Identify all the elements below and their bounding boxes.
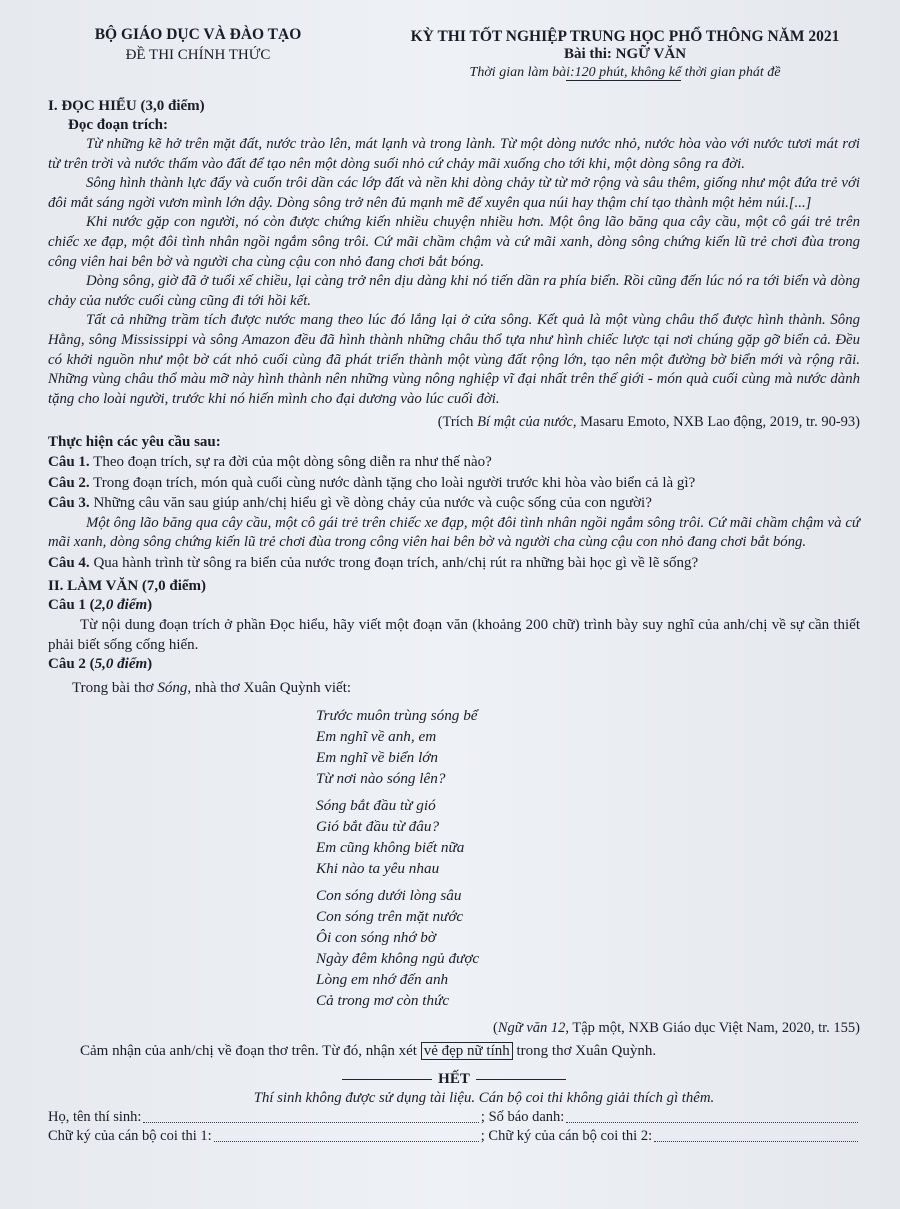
poem-line: Trước muôn trùng sóng bể	[316, 706, 478, 724]
part2-heading: II. LÀM VĂN (7,0 điểm)	[48, 577, 207, 594]
supervisor-2-signature-field[interactable]	[654, 1127, 858, 1142]
official-label: ĐỀ THI CHÍNH THỨC	[125, 47, 271, 63]
subject-label: Bài thi: NGỮ VĂN	[563, 46, 687, 62]
exam-title: KỲ THI TỐT NGHIỆP TRUNG HỌC PHỔ THÔNG NĂM 2021	[410, 28, 840, 45]
part1-heading: I. ĐỌC HIỂU (3,0 điểm)	[48, 98, 205, 114]
passage-paragraph: Khi nước gặp con người, nó còn được chứng kiến nhiều chuyện nhiều hơn. Một ông lão băng qua cây cầu, một cô gái trẻ trên chiếc xe đạp, một đôi tình nhân ngồi ngắm sông trôi. Cứ mãi chầm chậm và cứ mãi xanh, dòng sông chứng kiến lũ trẻ chơi đùa trong công viên hai bên bờ và người cha cùng cậu con nhỏ đang chơi bắt bóng.	[48, 214, 860, 270]
essay-question-1-text: Từ nội dung đoạn trích ở phần Đọc hiểu, hãy viết một đoạn văn (khoảng 200 chữ) trình bày suy nghĩ của anh/chị về sự cần thiết phải biết sống cống hiến.	[48, 616, 860, 653]
header-left	[48, 18, 348, 64]
passage-citation: (Trích Bí mật của nước, Masaru Emoto, NXB Lao động, 2019, tr. 90-93)	[437, 414, 860, 431]
question-2: Câu 2. Trong đoạn trích, món quà cuối cùng nước dành tặng cho loài người trước khi hòa vào biển cả là gì?	[48, 474, 696, 491]
candidate-name-field[interactable]	[143, 1108, 478, 1123]
poem-line: Ôi con sóng nhớ bờ	[316, 928, 436, 946]
question-3-quote: Một ông lão băng qua cây cầu, một cô gái trẻ trên chiếc xe đạp, một đôi tình nhân ngồi ngắm sông trôi. Cứ mãi chầm chậm và cứ mãi xanh, dòng sông chứng kiến lũ trẻ chơi đùa trong công viên hai bên bờ và người cha cùng cậu con nhỏ đang chơi bắt bóng.	[48, 514, 860, 551]
poem-line: Con sóng trên mặt nước	[316, 907, 464, 925]
exam-note: Thí sinh không được sử dụng tài liệu. Cán bộ coi thi không giải thích gì thêm.	[253, 1089, 715, 1106]
passage-paragraph: Từ những kẽ hở trên mặt đất, nước trào lên, mát lạnh và trong lành. Từ một dòng nước nhỏ, nước hòa vào với nước tươi mát rơi từ trên trời và nước thấm vào đất để tạo nên một dòng suối nhỏ cứ chảy mãi xuống cho tới khi, một dòng sông ra đời.	[48, 136, 860, 172]
supervisor-1-label: Chữ ký của cán bộ coi thi 1:	[48, 1127, 212, 1144]
supervisor-1-signature-field[interactable]	[214, 1127, 479, 1142]
passage-paragraph: Tất cả những trầm tích được nước mang theo lúc đó lắng lại ở cửa sông. Kết quả là một vùng châu thổ được hình thành. Sông Hằng, sông Mississippi và sông Amazon đều đã hình thành những châu thổ tựa như hình chiếc lược tại nơi chúng gặp gỡ biển cả. Đều có khởi nguồn như một bờ cát nhỏ cuối cùng đã phát triển thành một vùng đất rộng lớn, tạo nên một đường bờ biển mới và rộng rãi. Những vùng châu thổ màu mỡ này hình thành nên những vùng nông nghiệp vĩ đại nhất trên thế giới - món quà cuối cùng mà nước dành tặng cho loài người, trước khi nó hiến mình cho đại dương vào lúc cuối đời.	[48, 312, 860, 407]
poem-line: Cả trong mơ còn thức	[316, 991, 450, 1009]
reading-passage	[48, 135, 860, 409]
candidate-number-label: ; Số báo danh:	[480, 1108, 565, 1125]
question-3: Câu 3. Những câu văn sau giúp anh/chị hiểu gì về dòng chảy của nước và cuộc sống của con người?	[48, 495, 652, 512]
poem-excerpt	[316, 705, 860, 1011]
poem-stanza	[316, 795, 860, 879]
exam-header	[48, 18, 860, 96]
poem-stanza	[316, 885, 860, 1011]
poem-line: Sóng bắt đầu từ gió	[316, 796, 436, 814]
poem-line: Gió bắt đầu từ đâu?	[316, 817, 440, 835]
poem-line: Khi nào ta yêu nhau	[316, 859, 440, 877]
candidate-info-row	[48, 1108, 860, 1127]
read-label: Đọc đoạn trích:	[68, 117, 168, 133]
question-4: Câu 4. Qua hành trình từ sông ra biển của nước trong đoạn trích, anh/chị rút ra những bài học gì về lẽ sống?	[48, 555, 699, 571]
signature-row	[48, 1127, 860, 1146]
poem-line: Lòng em nhớ đến anh	[316, 970, 449, 988]
candidate-number-field[interactable]	[566, 1108, 858, 1123]
passage-paragraph: Sông hình thành lực đẩy và cuốn trôi dần các lớp đất và nền khi dòng chảy từ từ mở rộng và sâu thêm, giống như một đứa trẻ với đôi mắt sáng ngời vươn mình lớn dậy. Dòng sông trở nên đủ mạnh mẽ để xuyên qua núi hay thậm chí tạo thành một hẻm núi.[...]	[48, 175, 860, 211]
supervisor-2-label: ; Chữ ký của cán bộ coi thi 2:	[480, 1127, 653, 1144]
end-mark: HẾT	[48, 1070, 860, 1088]
poem-line: Em cũng không biết nữa	[316, 838, 465, 856]
essay-question-2-label: Câu 2 (5,0 điểm)	[48, 655, 153, 672]
poem-intro: Trong bài thơ Sóng, nhà thơ Xuân Quỳnh viết:	[72, 679, 352, 696]
poem-stanza	[316, 705, 860, 789]
poem-line: Em nghĩ về biển lớn	[316, 748, 438, 766]
end-rule-right	[476, 1079, 566, 1080]
end-rule-left	[342, 1079, 432, 1080]
poem-line: Từ nơi nào sóng lên?	[316, 769, 446, 787]
poem-line: Ngày đêm không ngủ được	[316, 949, 480, 967]
ministry-name: BỘ GIÁO DỤC VÀ ĐÀO TẠO	[94, 26, 302, 43]
poem-line: Em nghĩ về anh, em	[316, 727, 437, 745]
tasks-label: Thực hiện các yêu cầu sau:	[48, 434, 221, 451]
poem-line: Con sóng dưới lòng sâu	[316, 886, 462, 904]
question-1: Câu 1. Theo đoạn trích, sự ra đời của một dòng sông diễn ra như thế nào?	[48, 454, 492, 471]
passage-paragraph: Dòng sông, giờ đã ở tuổi xế chiều, lại càng trở nên dịu dàng khi nó tiến dần ra phía biển. Rồi cũng đến lúc nó ra tới biển và dòng chảy của nước cuối cùng cũng đi tới hồi kết.	[48, 273, 860, 309]
candidate-name-label: Họ, tên thí sinh:	[48, 1108, 142, 1125]
essay-task: Cảm nhận của anh/chị về đoạn thơ trên. Từ đó, nhận xét vẻ đẹp nữ tính trong thơ Xuân Quỳnh.	[80, 1042, 657, 1059]
header-right	[390, 18, 860, 81]
essay-question-1-label: Câu 1 (2,0 điểm)	[48, 596, 153, 613]
poem-citation: (Ngữ văn 12, Tập một, NXB Giáo dục Việt Nam, 2020, tr. 155)	[493, 1019, 860, 1036]
underlined-time: i:120 phút, không kể	[566, 65, 682, 80]
time-limit: Thời gian làm bài:120 phút, không kể thời gian phát đề	[469, 65, 781, 80]
boxed-phrase: vẻ đẹp nữ tính	[421, 1042, 513, 1060]
